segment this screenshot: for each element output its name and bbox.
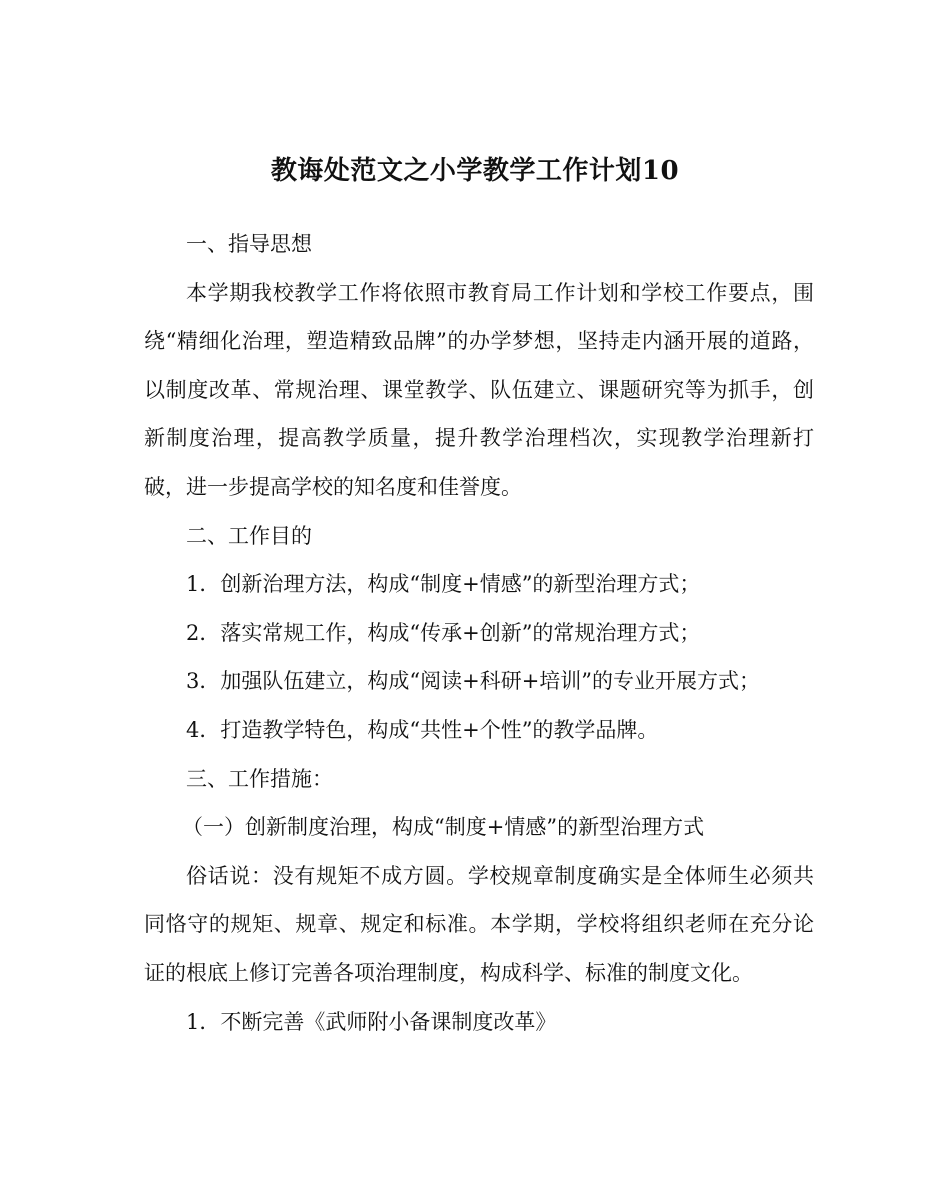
subsection-heading-1: （一）创新制度治理，构成“制度+情感”的新型治理方式	[182, 815, 705, 840]
section-heading-guiding-ideology: 一、指导思想	[186, 232, 312, 256]
section-heading-work-measures: 三、工作措施：	[186, 766, 333, 791]
goal-item-4: 4．打造教学特色，构成“共性+个性”的教学品牌。	[186, 717, 659, 742]
section-heading-work-goals: 二、工作目的	[186, 523, 312, 548]
body-paragraph-intro: 本学期我校教学工作将依照市教育局工作计划和学校工作要点，围绕“精细化治理，塑造精致品牌”的办学梦想，坚持走内涵开展的道路，以制度改革、常规治理、课堂教学、队伍建立、课题研究等为抓手，创新制度治理，提高教学质量，提升教学治理档次，实现教学治理新打破，进一步提高学校的知名度和佳誉度。	[144, 280, 814, 499]
document-body	[144, 220, 814, 1046]
document-title: 教诲处范文之小学教学工作计划10	[270, 156, 680, 187]
body-paragraph-rules: 俗话说：没有规矩不成方圆。学校规章制度确实是全体师生必须共同恪守的规矩、规章、规定和标准。本学期，学校将组织老师在充分论证的根底上修订完善各项治理制度，构成科学、标准的制度文化。	[144, 863, 814, 985]
measure-item-1: 1．不断完善《武师附小备课制度改革》	[186, 1009, 557, 1034]
goal-item-3: 3．加强队伍建立，构成“阅读+科研+培训”的专业开展方式；	[186, 669, 761, 694]
goal-item-1: 1．创新治理方法，构成“制度+情感”的新型治理方式；	[186, 572, 701, 597]
goal-item-2: 2．落实常规工作，构成“传承+创新”的常规治理方式；	[186, 620, 701, 645]
